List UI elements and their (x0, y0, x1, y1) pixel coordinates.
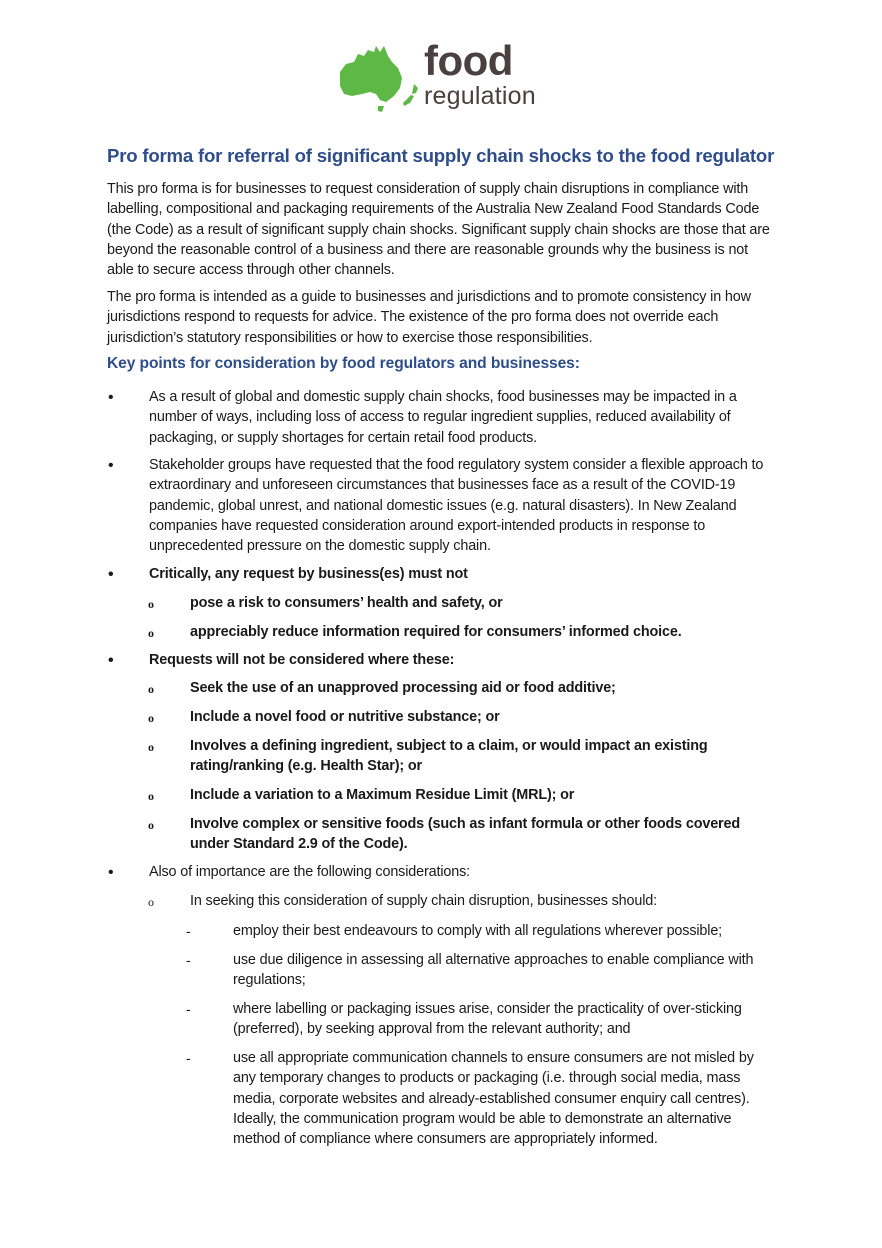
key-point-text: Also of importance are the following considerations: (149, 864, 470, 880)
key-point-text: Critically, any request by business(es) must not (149, 566, 468, 582)
dash-icon: - (186, 923, 191, 939)
dash-icon: - (186, 952, 191, 968)
key-point-4-sub-1 (148, 678, 780, 698)
key-point-text: Requests will not be considered where these: (149, 652, 455, 668)
dash-icon: - (186, 1001, 191, 1017)
sub-point-text: Seek the use of an unapproved processing aid or food additive; (190, 680, 616, 696)
dash-icon: - (186, 1050, 191, 1066)
key-point-text: As a result of global and domestic supply chain shocks, food businesses may be impacted in a number of ways, including loss of access to regular ingredient supplies, reduced availability of packaging, or supply shortages for certain retail food products. (149, 389, 737, 446)
sub-point-text: Involves a defining ingredient, subject to a claim, or would impact an existing rating/ranking (e.g. Health Star); or (190, 738, 708, 775)
intro-paragraph-2: The pro forma is intended as a guide to businesses and jurisdictions and to promote consistency in how jurisdictions respond to requests for advice. The existence of the pro forma does not override each jurisdiction’s statutory responsibilities or how to exercise those responsibilities. (107, 289, 751, 346)
sub-bullet-icon: o (148, 597, 154, 611)
sub-bullet-icon: o (148, 626, 154, 640)
key-point-4-sub-5 (148, 814, 780, 855)
logo-word-regulation: regulation (424, 82, 536, 110)
bullet-icon: • (108, 652, 114, 669)
sub-bullet-icon: o (148, 711, 154, 725)
key-point-3-sub-2 (148, 622, 780, 642)
key-point-5-dash-1 (186, 921, 778, 941)
key-point-4-sub-2 (148, 707, 780, 727)
key-point-4 (108, 650, 774, 670)
sub-bullet-icon: o (148, 818, 154, 832)
bullet-icon: • (108, 389, 114, 406)
australia-map-icon (336, 42, 408, 112)
key-point-4-sub-3 (148, 736, 780, 777)
key-point-3 (108, 564, 774, 584)
dash-point-text: use due diligence in assessing all alternative approaches to enable compliance with regulations; (233, 952, 754, 989)
key-point-2 (108, 455, 774, 556)
bullet-icon: • (108, 864, 114, 881)
key-point-1 (108, 387, 774, 448)
key-point-4-sub-4 (148, 785, 780, 805)
sub-point-text: Involve complex or sensitive foods (such as infant formula or other foods covered under Standard 2.9 of the Code). (190, 816, 741, 853)
sub-bullet-icon: o (148, 740, 154, 754)
sub-point-text: Include a novel food or nutritive substance; or (190, 709, 500, 725)
new-zealand-map-icon (402, 84, 422, 106)
dash-point-text: employ their best endeavours to comply with all regulations wherever possible; (233, 923, 723, 939)
key-points-heading: Key points for consideration by food regulators and businesses: (107, 355, 580, 372)
key-point-5 (108, 862, 774, 882)
key-point-3-sub-1 (148, 593, 780, 613)
key-point-5-dash-4 (186, 1048, 778, 1149)
bullet-icon: • (108, 457, 114, 474)
key-point-text: Stakeholder groups have requested that the food regulatory system consider a flexible approach to extraordinary and unforeseen circumstances that businesses face as a result of the COVID-19 pandemic, global unrest, and national domestic issues (e.g. natural disasters). In New Zealand companies have requested consideration around export-intended products in response to unprecedented pressure on the domestic supply chain. (149, 457, 764, 555)
sub-bullet-icon: o (148, 895, 154, 909)
sub-bullet-icon: o (148, 789, 154, 803)
sub-point-text: pose a risk to consumers’ health and safety, or (190, 595, 503, 611)
key-point-5-dash-3 (186, 999, 778, 1040)
bullet-icon: • (108, 566, 114, 583)
sub-point-text: In seeking this consideration of supply chain disruption, businesses should: (190, 893, 657, 909)
sub-bullet-icon: o (148, 682, 154, 696)
dash-point-text: use all appropriate communication channels to ensure consumers are not misled by any temporary changes to products or packaging (i.e. through social media, mass media, corporate websites and already-established consumer enquiry call centres). Ideally, the communication program would be able to demonstrate an alternative method of compliance where consumers are appropriately informed. (233, 1050, 754, 1148)
logo-word-food: food (424, 37, 513, 84)
key-point-5-dash-2 (186, 950, 778, 991)
sub-point-text: appreciably reduce information required for consumers’ informed choice. (190, 624, 682, 640)
food-regulation-logo (336, 37, 556, 114)
dash-point-text: where labelling or packaging issues arise, consider the practicality of over-sticking (preferred), by seeking approval from the relevant authority; and (233, 1001, 742, 1038)
key-point-5-sub-1 (148, 891, 780, 911)
sub-point-text: Include a variation to a Maximum Residue Limit (MRL); or (190, 787, 575, 803)
page-title: Pro forma for referral of significant supply chain shocks to the food regulator (107, 145, 775, 166)
intro-paragraph-1: This pro forma is for businesses to request consideration of supply chain disruptions in compliance with labelling, compositional and packaging requirements of the Australia New Zealand Food Standards Code (the Code) as a result of significant supply chain shocks. Significant supply chain shocks are those that are beyond the reasonable control of a business and there are reasonable grounds why the business is not able to secure access through other channels. (107, 181, 770, 279)
